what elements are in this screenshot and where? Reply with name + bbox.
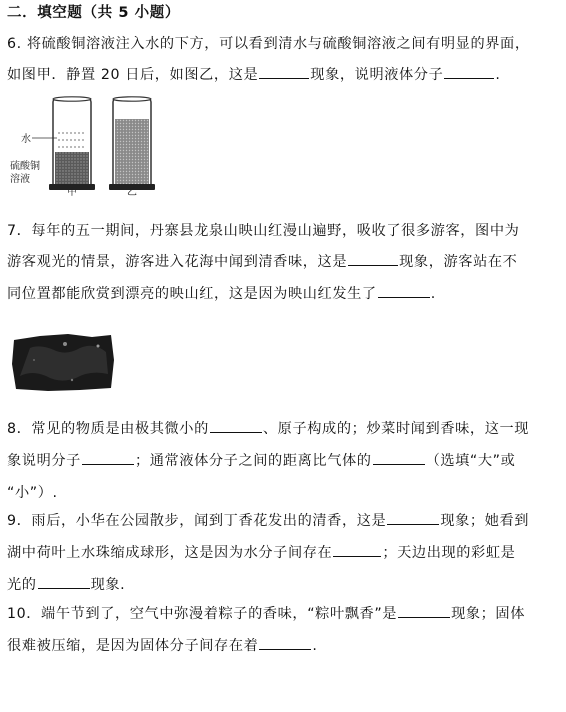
label-jia: 甲 bbox=[67, 187, 77, 198]
q9-text-d: ；天边出现的彩虹是 bbox=[382, 545, 516, 561]
answer-blank[interactable] bbox=[373, 452, 425, 465]
q6-text-a: 如图甲．静置 20 日后，如图乙，这是 bbox=[7, 67, 259, 83]
q8-line-3: “小”）. bbox=[7, 485, 58, 501]
answer-blank[interactable] bbox=[378, 285, 430, 298]
q8-text-c: 象说明分子 bbox=[7, 453, 81, 469]
label-yi: 乙 bbox=[127, 187, 137, 198]
answer-blank[interactable] bbox=[82, 452, 134, 465]
label-water: 水 bbox=[21, 134, 31, 145]
cylinder-jia bbox=[49, 97, 95, 190]
q7-line-3 bbox=[7, 285, 436, 303]
q7-text-a: 游客观光的情景，游客进入花海中闻到清香味，这是 bbox=[7, 254, 348, 270]
q8-text-b: 、原子构成的；炒菜时闻到香味，这一现 bbox=[262, 421, 530, 437]
q6-text-c: . bbox=[495, 67, 501, 83]
answer-blank[interactable] bbox=[444, 66, 494, 79]
q6-line-2 bbox=[7, 66, 501, 84]
q9-text-e: 光的 bbox=[7, 577, 37, 593]
q8-text-e: （选填“大”或 bbox=[425, 453, 516, 469]
q7-text-d: . bbox=[430, 286, 436, 302]
q7-text-b: 现象，游客站在不 bbox=[399, 254, 518, 270]
q8-line-2 bbox=[7, 452, 515, 470]
answer-blank[interactable] bbox=[38, 576, 90, 589]
q9-text-c: 湖中荷叶上水珠缩成球形，这是因为水分子间存在 bbox=[7, 545, 333, 561]
cylinder-yi bbox=[109, 97, 155, 190]
q10-line-2 bbox=[7, 637, 318, 655]
answer-blank[interactable] bbox=[348, 253, 398, 266]
q9-text-a: 9．雨后，小华在公园散步，闻到丁香花发出的清香，这是 bbox=[7, 513, 387, 529]
q9-text-f: 现象. bbox=[90, 577, 126, 593]
q8-line-1 bbox=[7, 420, 529, 438]
answer-blank[interactable] bbox=[210, 420, 262, 433]
q6-line-1: 6. 将硫酸铜溶液注入水的下方，可以看到清水与硫酸铜溶液之间有明显的界面， bbox=[7, 36, 530, 52]
q8-text-d: ；通常液体分子之间的距离比气体的 bbox=[134, 453, 372, 469]
q9-line-2 bbox=[7, 544, 515, 562]
q7-line-1: 7．每年的五一期间，丹寨县龙泉山映山红漫山遍野，吸收了很多游客，图中为 bbox=[7, 223, 520, 239]
section-title: 二．填空题（共 5 小题） bbox=[7, 5, 180, 21]
q10-line-1 bbox=[7, 605, 525, 623]
q8-text-a: 8．常见的物质是由极其微小的 bbox=[7, 421, 209, 437]
answer-blank[interactable] bbox=[333, 544, 381, 557]
beakers-figure bbox=[10, 95, 205, 198]
q7-line-2 bbox=[7, 253, 517, 271]
flower-field-photo bbox=[10, 330, 115, 392]
answer-blank[interactable] bbox=[398, 605, 450, 618]
answer-blank[interactable] bbox=[387, 512, 439, 525]
q9-line-1 bbox=[7, 512, 529, 530]
q10-text-d: . bbox=[312, 638, 318, 654]
q9-line-3 bbox=[7, 576, 125, 594]
q10-text-a: 10．端午节到了，空气中弥漫着粽子的香味，“粽叶飘香”是 bbox=[7, 606, 398, 622]
q9-text-b: 现象；她看到 bbox=[440, 513, 530, 529]
label-solution-2: 溶液 bbox=[10, 174, 30, 185]
label-solution-1: 硫酸铜 bbox=[10, 161, 40, 172]
q7-text-c: 同位置都能欣赏到漂亮的映山红，这是因为映山红发生了 bbox=[7, 286, 377, 302]
q10-text-c: 很难被压缩，是因为固体分子间存在着 bbox=[7, 638, 259, 654]
answer-blank[interactable] bbox=[259, 637, 311, 650]
q6-text-b: 现象，说明液体分子 bbox=[310, 67, 444, 83]
answer-blank[interactable] bbox=[259, 66, 309, 79]
q10-text-b: 现象；固体 bbox=[451, 606, 526, 622]
